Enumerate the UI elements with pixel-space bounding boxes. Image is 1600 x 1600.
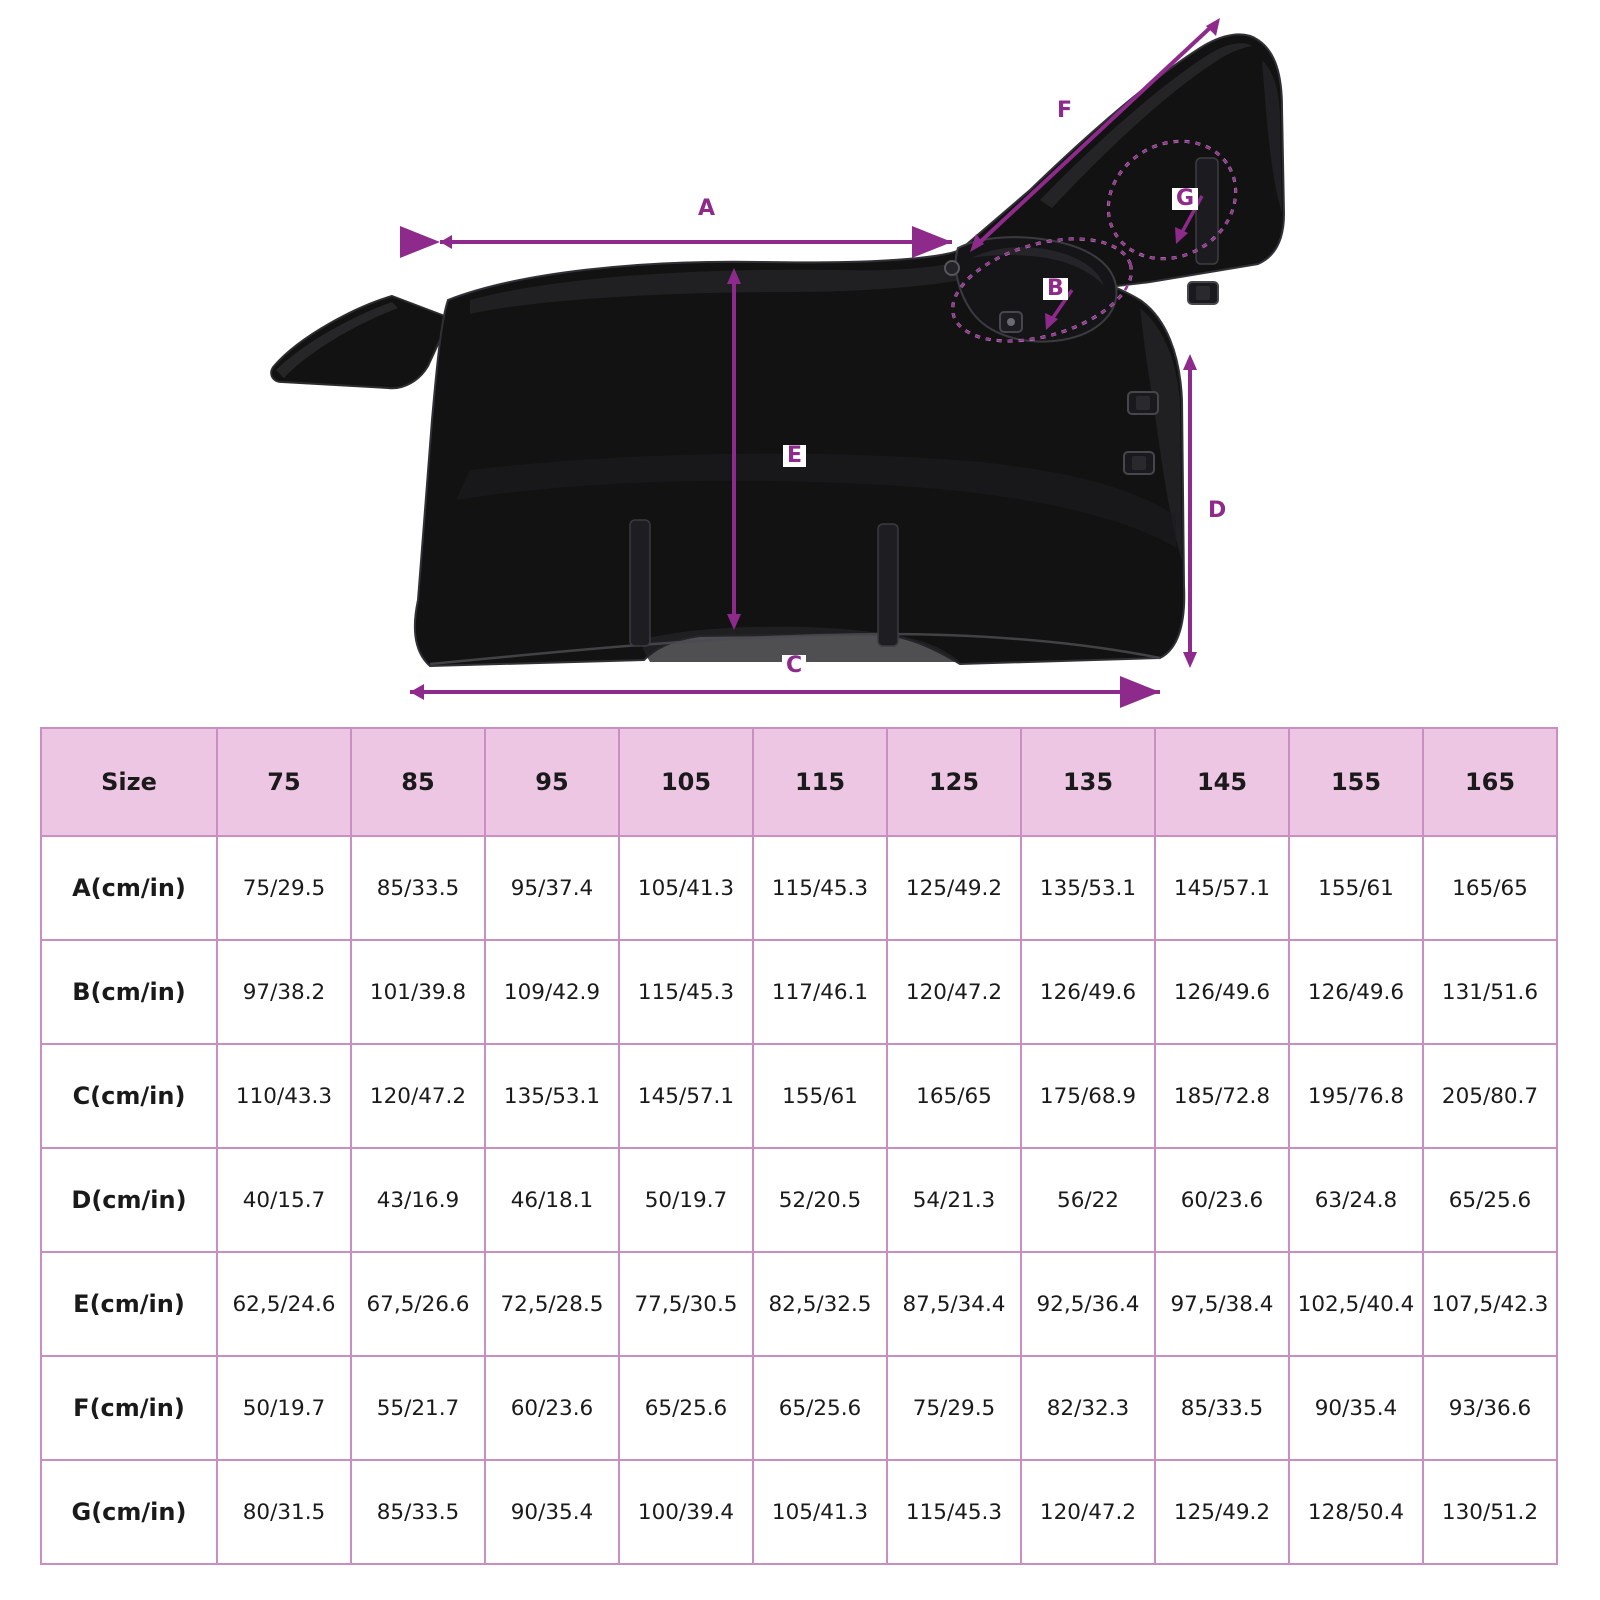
table-header-cell: 125 xyxy=(887,728,1021,836)
table-head xyxy=(41,728,1557,836)
dimension-d xyxy=(1183,354,1197,668)
table-cell: 135/53.1 xyxy=(1021,836,1155,940)
table-cell: 50/19.7 xyxy=(217,1356,351,1460)
table-cell: 43/16.9 xyxy=(351,1148,485,1252)
dimension-a xyxy=(440,235,952,249)
table-cell: 82,5/32.5 xyxy=(753,1252,887,1356)
table-cell: 60/23.6 xyxy=(1155,1148,1289,1252)
row-label: G(cm/in) xyxy=(41,1460,217,1564)
table-cell: 109/42.9 xyxy=(485,940,619,1044)
table-cell: 97,5/38.4 xyxy=(1155,1252,1289,1356)
table-cell: 93/36.6 xyxy=(1423,1356,1557,1460)
table-header-cell: 115 xyxy=(753,728,887,836)
table-cell: 82/32.3 xyxy=(1021,1356,1155,1460)
table-header-cell: 105 xyxy=(619,728,753,836)
table-cell: 131/51.6 xyxy=(1423,940,1557,1044)
table-cell: 65/25.6 xyxy=(1423,1148,1557,1252)
table-cell: 54/21.3 xyxy=(887,1148,1021,1252)
table-cell: 67,5/26.6 xyxy=(351,1252,485,1356)
dimension-label-b: B xyxy=(1043,278,1068,300)
table-cell: 65/25.6 xyxy=(619,1356,753,1460)
table-cell: 115/45.3 xyxy=(753,836,887,940)
table-cell: 120/47.2 xyxy=(1021,1460,1155,1564)
product-measurement-diagram xyxy=(0,0,1600,720)
table-row xyxy=(41,1460,1557,1564)
dimension-label-f: F xyxy=(1053,100,1076,122)
table-cell: 92,5/36.4 xyxy=(1021,1252,1155,1356)
table-header-cell: 155 xyxy=(1289,728,1423,836)
row-label: F(cm/in) xyxy=(41,1356,217,1460)
table-cell: 46/18.1 xyxy=(485,1148,619,1252)
table-cell: 87,5/34.4 xyxy=(887,1252,1021,1356)
row-label: A(cm/in) xyxy=(41,836,217,940)
row-label: C(cm/in) xyxy=(41,1044,217,1148)
table-row xyxy=(41,1356,1557,1460)
dimension-label-a: A xyxy=(694,198,719,220)
table-cell: 90/35.4 xyxy=(485,1460,619,1564)
table-header-row xyxy=(41,728,1557,836)
table-cell: 56/22 xyxy=(1021,1148,1155,1252)
table-body xyxy=(41,836,1557,1564)
table-cell: 50/19.7 xyxy=(619,1148,753,1252)
table-cell: 55/21.7 xyxy=(351,1356,485,1460)
table-cell: 95/37.4 xyxy=(485,836,619,940)
table-header-cell: 165 xyxy=(1423,728,1557,836)
table-cell: 130/51.2 xyxy=(1423,1460,1557,1564)
table-cell: 145/57.1 xyxy=(1155,836,1289,940)
table-cell: 195/76.8 xyxy=(1289,1044,1423,1148)
table-cell: 120/47.2 xyxy=(887,940,1021,1044)
table-cell: 115/45.3 xyxy=(887,1460,1021,1564)
table-cell: 115/45.3 xyxy=(619,940,753,1044)
row-label: B(cm/in) xyxy=(41,940,217,1044)
table-cell: 77,5/30.5 xyxy=(619,1252,753,1356)
table-cell: 75/29.5 xyxy=(217,836,351,940)
table-header-cell: 85 xyxy=(351,728,485,836)
table-cell: 165/65 xyxy=(1423,836,1557,940)
table-cell: 120/47.2 xyxy=(351,1044,485,1148)
table-cell: 117/46.1 xyxy=(753,940,887,1044)
table-cell: 145/57.1 xyxy=(619,1044,753,1148)
table-cell: 126/49.6 xyxy=(1289,940,1423,1044)
table-cell: 40/15.7 xyxy=(217,1148,351,1252)
table-cell: 126/49.6 xyxy=(1021,940,1155,1044)
table-header-cell: 145 xyxy=(1155,728,1289,836)
table-cell: 100/39.4 xyxy=(619,1460,753,1564)
table-cell: 155/61 xyxy=(753,1044,887,1148)
row-label: E(cm/in) xyxy=(41,1252,217,1356)
table-cell: 75/29.5 xyxy=(887,1356,1021,1460)
table-row xyxy=(41,1252,1557,1356)
table-cell: 85/33.5 xyxy=(1155,1356,1289,1460)
dimension-label-g: G xyxy=(1172,188,1198,210)
table-cell: 125/49.2 xyxy=(887,836,1021,940)
size-chart-table xyxy=(40,727,1558,1565)
table-header-cell: 95 xyxy=(485,728,619,836)
table-header-cell: 75 xyxy=(217,728,351,836)
table-cell: 107,5/42.3 xyxy=(1423,1252,1557,1356)
table-cell: 128/50.4 xyxy=(1289,1460,1423,1564)
table-cell: 97/38.2 xyxy=(217,940,351,1044)
table-header-cell: Size xyxy=(41,728,217,836)
table-cell: 135/53.1 xyxy=(485,1044,619,1148)
table-cell: 155/61 xyxy=(1289,836,1423,940)
dimension-label-d: D xyxy=(1204,500,1230,522)
neck-cover-shape xyxy=(945,34,1284,341)
table-row xyxy=(41,1148,1557,1252)
table-cell: 101/39.8 xyxy=(351,940,485,1044)
table-cell: 126/49.6 xyxy=(1155,940,1289,1044)
table-cell: 60/23.6 xyxy=(485,1356,619,1460)
table-cell: 63/24.8 xyxy=(1289,1148,1423,1252)
table-cell: 85/33.5 xyxy=(351,1460,485,1564)
table-cell: 165/65 xyxy=(887,1044,1021,1148)
dimension-c xyxy=(410,684,1160,700)
table-cell: 65/25.6 xyxy=(753,1356,887,1460)
table-cell: 205/80.7 xyxy=(1423,1044,1557,1148)
table-cell: 110/43.3 xyxy=(217,1044,351,1148)
table-cell: 85/33.5 xyxy=(351,836,485,940)
table-cell: 185/72.8 xyxy=(1155,1044,1289,1148)
table-cell: 62,5/24.6 xyxy=(217,1252,351,1356)
table-cell: 52/20.5 xyxy=(753,1148,887,1252)
table-cell: 72,5/28.5 xyxy=(485,1252,619,1356)
table-cell: 80/31.5 xyxy=(217,1460,351,1564)
table-cell: 105/41.3 xyxy=(753,1460,887,1564)
table-cell: 102,5/40.4 xyxy=(1289,1252,1423,1356)
dimension-label-c: C xyxy=(782,655,806,677)
table-row xyxy=(41,1044,1557,1148)
dimension-label-e: E xyxy=(783,445,806,467)
table-row xyxy=(41,836,1557,940)
size-table-wrapper xyxy=(40,727,1556,1565)
table-cell: 125/49.2 xyxy=(1155,1460,1289,1564)
table-row xyxy=(41,940,1557,1044)
diagram-svg xyxy=(0,0,1600,720)
table-header-cell: 135 xyxy=(1021,728,1155,836)
table-cell: 105/41.3 xyxy=(619,836,753,940)
table-cell: 175/68.9 xyxy=(1021,1044,1155,1148)
table-cell: 90/35.4 xyxy=(1289,1356,1423,1460)
row-label: D(cm/in) xyxy=(41,1148,217,1252)
